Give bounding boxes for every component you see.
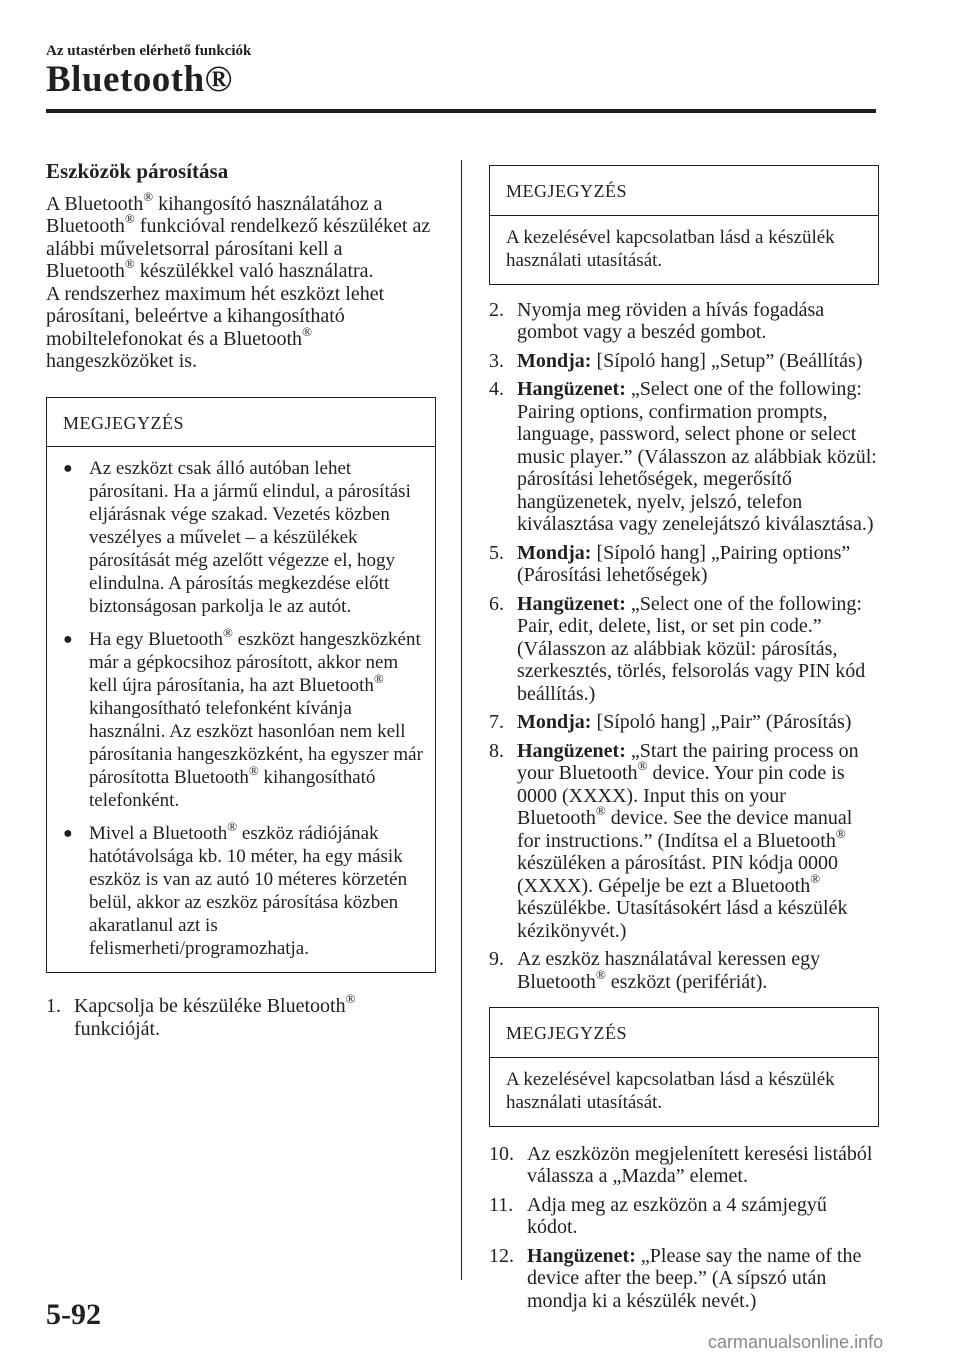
step-text: „Please say the name of the device after the beep.” (A sípszó után mondja ki a készülék nevét.) xyxy=(527,1244,862,1312)
intro-paragraph-2: A rendszerhez maximum hét eszközt lehet párosítani, beleértve a kihangosítható mobiltelefonokat és a Bluetooth® hangeszközöket is. xyxy=(46,282,385,372)
bullet-icon: ● xyxy=(63,631,73,648)
note-box xyxy=(489,165,879,285)
registered-mark: ® xyxy=(637,758,648,774)
step-number: 1. xyxy=(46,995,61,1017)
step-number: 3. xyxy=(489,349,504,372)
intro-paragraph: A Bluetooth® kihangosító használatához a Bluetooth® funkcióval rendelkező készüléket az alábbi műveletsorral párosítani kell a Bluetooth® készülékkel való használatra. xyxy=(46,188,431,282)
step-label: Hangüzenet: xyxy=(527,1244,636,1267)
registered-mark: ® xyxy=(124,256,135,272)
bullet-text: Ha egy Bluetooth® eszközt hangeszközként már a gépkocsihoz párosított, akkor nem kell újra párosítania, ha azt Bluetooth® kihangosítható telefonként kívánja használni. Az eszközt hasonlóan nem kell párosítania hangeszközként, ha egyszer már párosította Bluetooth® kihangosítható telefonként. xyxy=(89,624,423,811)
step-item xyxy=(489,378,879,536)
note-text: A kezelésével kapcsolatban lásd a készülék használati utasítását. xyxy=(506,1068,835,1113)
step-label: Mondja: xyxy=(517,711,592,733)
step-number: 7. xyxy=(489,711,504,733)
step-number: 12. xyxy=(489,1244,514,1267)
registered-mark: ® xyxy=(124,211,135,227)
note-box xyxy=(489,1007,879,1127)
registered-mark: ® xyxy=(223,624,233,640)
step-text: [Sípoló hang] „Pairing options” (Párosítási lehetőségek) xyxy=(517,541,851,586)
bullet-text: Mivel a Bluetooth® eszköz rádiójának hatótávolsága kb. 10 méter, ha egy másik eszköz is van az autó 10 méteres körzetén belül, akkor az eszköz párosítása közben akaratlanul azt is felismerheti/programozhatja. xyxy=(89,818,408,959)
note-title: MEGJEGYZÉS xyxy=(490,166,878,216)
step-number: 11. xyxy=(489,1193,514,1216)
step-item xyxy=(489,542,879,587)
note-bullet xyxy=(63,457,423,618)
step-item xyxy=(489,1143,879,1188)
step-list xyxy=(489,299,879,994)
step-number: 8. xyxy=(489,739,504,762)
page-title: Bluetooth® xyxy=(46,59,233,100)
section-heading: Eszközök párosítása xyxy=(46,159,229,183)
step-text: Kapcsolja be készüléke Bluetooth® funkcióját. xyxy=(74,991,356,1040)
registered-mark: ® xyxy=(143,188,154,204)
registered-mark: ® xyxy=(595,803,606,819)
registered-mark: ® xyxy=(595,966,606,982)
step-list xyxy=(489,1143,879,1313)
note-bullet xyxy=(63,818,423,960)
step-text: [Sípoló hang] „Setup” (Beállítás) xyxy=(591,349,863,372)
registered-mark: ® xyxy=(302,323,312,339)
note-title: MEGJEGYZÉS xyxy=(490,1008,878,1058)
bullet-icon: ● xyxy=(63,825,73,842)
step-item xyxy=(489,593,879,706)
registered-mark: ® xyxy=(810,870,821,886)
step-item xyxy=(489,711,879,734)
step-label: Hangüzenet: xyxy=(517,378,626,400)
step-number: 10. xyxy=(489,1142,514,1165)
step-item xyxy=(489,1194,879,1239)
step-label: Hangüzenet: xyxy=(517,592,626,615)
step-item xyxy=(489,299,879,344)
step-number: 2. xyxy=(489,298,504,321)
registered-mark: ® xyxy=(835,825,846,841)
section-label: Az utastérben elérhető funkciók xyxy=(46,43,252,59)
step-text: [Sípoló hang] „Pair” (Párosítás) xyxy=(591,711,852,733)
registered-mark: ® xyxy=(227,818,238,834)
step-text: Adja meg az eszközön a 4 számjegyű kódot. xyxy=(527,1193,827,1238)
step-item xyxy=(489,740,879,943)
step-text: Az eszközön megjelenített keresési listából válassza a „Mazda” elemet. xyxy=(527,1142,873,1187)
bullet-icon: ● xyxy=(63,460,73,477)
page-number: 5-92 xyxy=(46,1298,101,1331)
step-text: Az eszköz használatával keressen egy Bluetooth® eszközt (perifériát). xyxy=(517,948,821,993)
registered-mark: ® xyxy=(248,762,259,778)
note-box xyxy=(46,397,436,974)
column-divider xyxy=(461,160,462,1280)
registered-mark: ® xyxy=(373,670,384,686)
note-bullet xyxy=(63,624,423,812)
step-label: Mondja: xyxy=(517,349,592,372)
registered-mark: ® xyxy=(345,991,356,1007)
watermark: carmanualsonline.info xyxy=(708,1332,884,1352)
step-item xyxy=(489,948,879,993)
step-number: 5. xyxy=(489,541,504,564)
step-item xyxy=(489,350,879,373)
step-number: 9. xyxy=(489,948,504,970)
step-label: Mondja: xyxy=(517,541,592,564)
note-body xyxy=(47,447,435,972)
note-title: MEGJEGYZÉS xyxy=(47,398,435,448)
step-text: „Start the pairing process on your Bluetooth® device. Your pin code is 0000 (XXXX). Input this on your Bluetooth® device. See the device manual for instructions.” (Indítsa el a Bluetooth® készüléken a párosítást. PIN kódja 0000 (XXXX). Gépelje be ezt a Bluetooth® készülékbe. Utasításokért lásd a készülék kézikönyvét.) xyxy=(517,739,859,942)
step-item xyxy=(489,1245,879,1313)
step-item xyxy=(46,991,436,1040)
note-text: A kezelésével kapcsolatban lásd a készülék használati utasítását. xyxy=(506,226,835,271)
bullet-text: Az eszközt csak álló autóban lehet párosítani. Ha a jármű elindul, a párosítási eljárásnak vége szakad. Vezetés közben veszélyes a művelet – a készülékek párosítását még azelőtt végezze el, hogy elindulna. A párosítás megkezdése előtt biztonságosan parkolja le az autót. xyxy=(89,458,411,617)
step-number: 6. xyxy=(489,592,504,615)
right-column xyxy=(489,165,879,1318)
step-label: Hangüzenet: xyxy=(517,739,626,762)
left-column xyxy=(46,160,436,1046)
step-text: „Select one of the following: Pair, edit, delete, list, or set pin code.” (Válasszon az alábbiak közül: párosítás, szerkesztés, törlés, felsorolás vagy PIN kód beállítás.) xyxy=(517,592,866,705)
step-number: 4. xyxy=(489,378,504,400)
header-divider xyxy=(46,109,876,113)
step-text: „Select one of the following: Pairing options, confirmation prompts, language, password, select phone or select music player.” (Válasszon az alábbiak közül: párosítási lehetőségek, megerősítő hangüzenetek, nyelv, jelszó, telefon kiválasztása vagy zenelejátszó kiválasztása.) xyxy=(517,378,877,535)
step-text: Nyomja meg röviden a hívás fogadása gombot vagy a beszéd gombot. xyxy=(517,298,825,343)
